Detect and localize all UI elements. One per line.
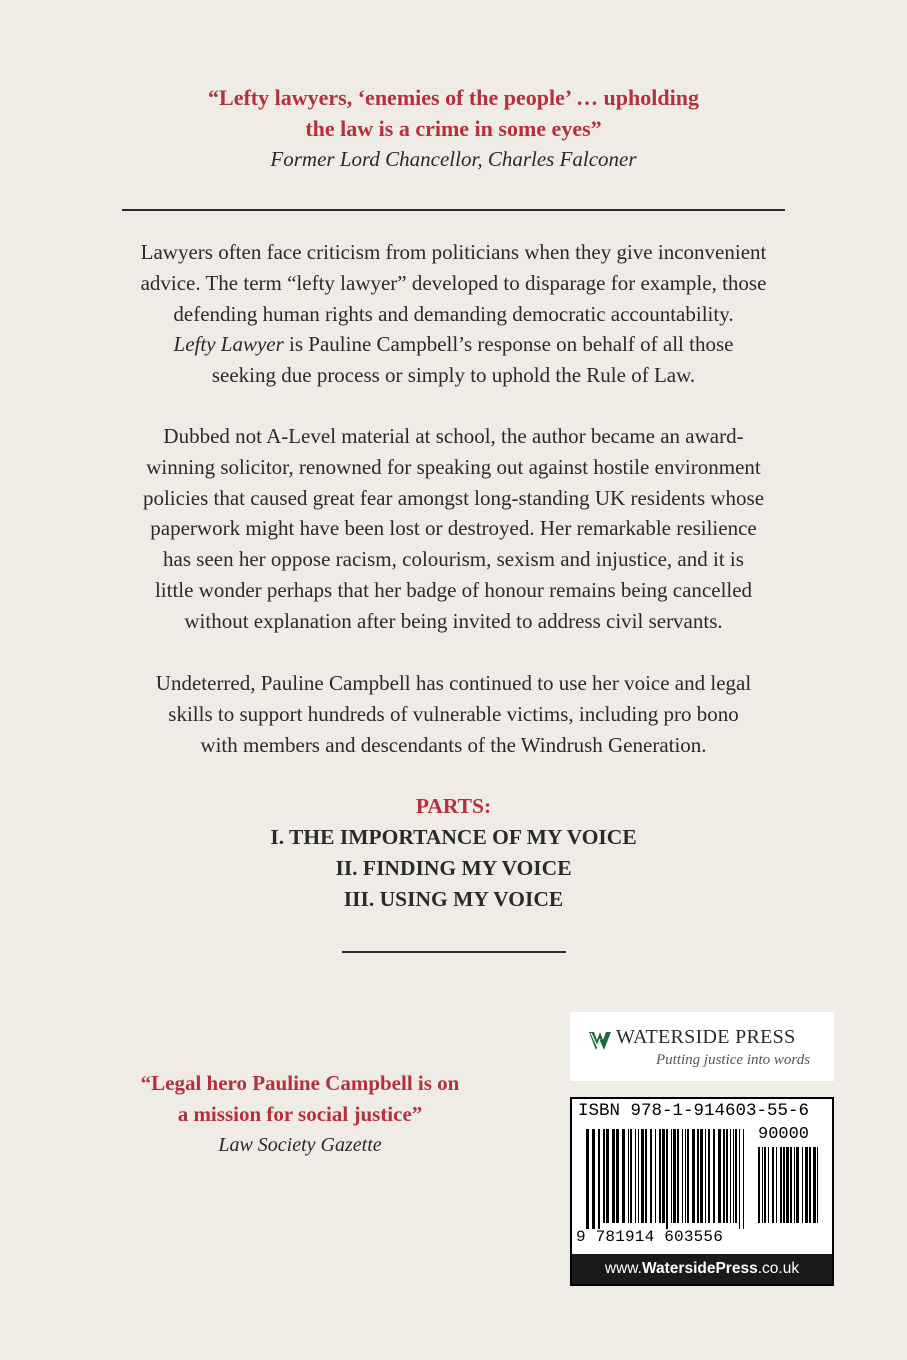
blurb-p3-line: Undeterred, Pauline Campbell has continued to use her voice and legal (155, 671, 752, 695)
bottom-quote-attribution: Law Society Gazette (218, 1134, 382, 1156)
blurb-p1-line-rest: is Pauline Campbell’s response on behalf of all those (283, 332, 734, 357)
divider-bottom (342, 951, 566, 953)
top-quote-line-1: “Lefty lawyers, ‘enemies of the people’ … upholding (208, 85, 699, 110)
blurb-p3-line: skills to support hundreds of vulnerable victims, including pro bono (168, 701, 739, 726)
book-title: Lefty Lawyer (173, 332, 284, 357)
price-code: 90000 (758, 1125, 810, 1144)
blurb-paragraph-2 (100, 421, 807, 637)
blurb-p1-line (100, 329, 807, 360)
blurb-p2-line: Dubbed not A-Level material at school, the author became an award- (163, 424, 744, 448)
url-bold: WatersidePress (641, 1260, 758, 1277)
url-prefix: www. (604, 1260, 642, 1277)
blurb-p1-line: advice. The term “lefty lawyer” developed to disparage for example, those (140, 270, 767, 295)
blurb-p1-line: Lawyers often face criticism from politicians when they give inconvenient (140, 240, 767, 264)
bottom-quote-line-2: a mission for social justice” (177, 1102, 423, 1126)
url-suffix: .co.uk (757, 1260, 800, 1277)
bottom-quote (80, 1068, 520, 1161)
blurb-p2-line: without explanation after being invited to address civil servants. (184, 608, 723, 633)
part-item: I. THE IMPORTANCE OF MY VOICE (270, 825, 637, 849)
top-quote-line-2: the law is a crime in some eyes” (305, 116, 602, 141)
divider-top (122, 209, 785, 211)
part-item: II. FINDING MY VOICE (335, 856, 572, 880)
publisher-website (572, 1254, 832, 1284)
barcode-box (570, 1097, 834, 1286)
blurb-p2-line: winning solicitor, renowned for speaking out against hostile environment (146, 454, 761, 479)
isbn-text: ISBN 978-1-914603-55-6 (578, 1101, 810, 1121)
bottom-quote-line-1: “Legal hero Pauline Campbell is on (140, 1071, 460, 1095)
parts-heading: PARTS: (415, 794, 492, 818)
blurb-p2-line: has seen her oppose racism, colourism, sexism and injustice, and it is (163, 547, 744, 572)
blurb-p2-line: paperwork might have been lost or destroyed. Her remarkable resilience (150, 516, 757, 541)
blurb-p1-line: seeking due process or simply to uphold the Rule of Law. (211, 363, 696, 388)
top-quote-attribution: Former Lord Chancellor, Charles Falconer (270, 147, 637, 171)
part-item: III. USING MY VOICE (343, 887, 564, 911)
blurb-p2-line: policies that caused great fear amongst long-standing UK residents whose (142, 485, 765, 510)
blurb-p3-line: with members and descendants of the Windrush Generation. (200, 732, 707, 757)
blurb-paragraph-1 (100, 237, 807, 391)
publisher-name: WATERSIDE PRESS (616, 1026, 796, 1048)
publisher-logo (570, 1012, 834, 1081)
ean-digits: 9 781914 603556 (576, 1228, 724, 1246)
waterside-w-logo-icon (588, 1030, 612, 1052)
blurb-p2-line: little wonder perhaps that her badge of honour remains being cancelled (154, 577, 753, 602)
ean-barcode (586, 1129, 746, 1229)
blurb-p1-line: defending human rights and demanding democratic accountability. (173, 301, 734, 326)
blurb-paragraph-3 (100, 668, 807, 760)
publisher-tagline: Putting justice into words (656, 1052, 811, 1068)
addon-barcode (758, 1147, 820, 1229)
top-quote (90, 82, 817, 175)
parts-list (90, 791, 817, 915)
